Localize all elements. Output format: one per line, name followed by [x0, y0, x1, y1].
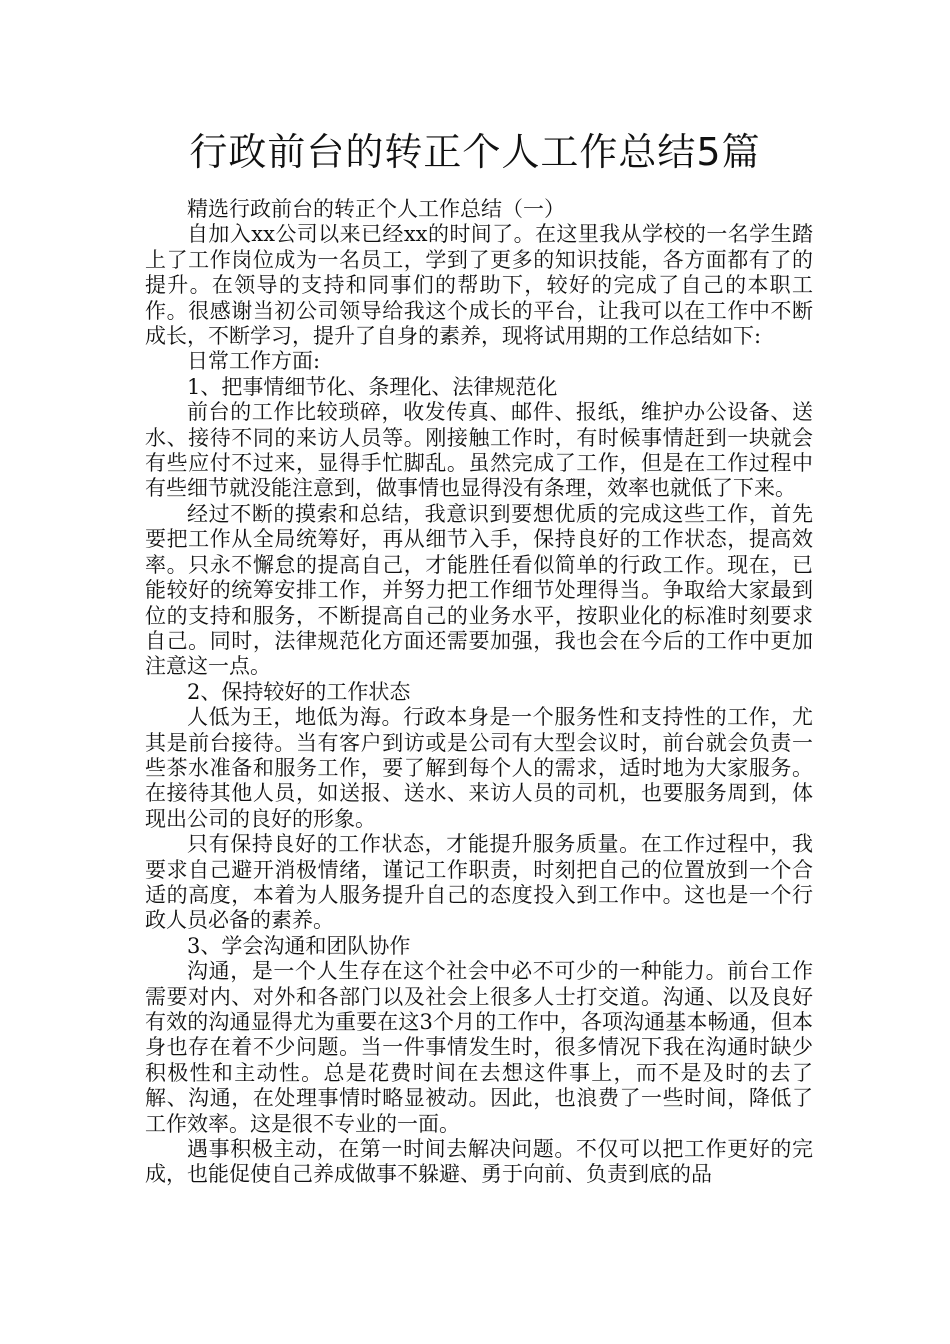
item-heading-2: 2、保持较好的工作状态	[187, 679, 411, 704]
item-heading-1: 1、把事情细节化、条理化、法律规范化	[187, 374, 558, 399]
paragraph: 前台的工作比较琐碎，收发传真、邮件、报纸，维护办公设备、送水、接待不同的来访人员等。刚接触工作时，有时候事情赶到一块就会有些应付不过来，显得手忙脚乱。虽然完成了工作，但是在工作过程中有些细节就没能注意到，做事情也显得没有条理，效率也就低了下来。	[145, 400, 813, 501]
subheading-daily-work: 日常工作方面:	[187, 349, 321, 374]
item-heading-3: 3、学会沟通和团队协作	[187, 933, 411, 958]
paragraph: 经过不断的摸索和总结，我意识到要想优质的完成这些工作，首先要把工作从全局统筹好，再从细节入手，保持良好的工作状态，提高效率。只永不懈怠的提高自己，才能胜任看似简单的行政工作。现在，已能较好的统筹安排工作，并努力把工作细节处理得当。争取给大家最到位的支持和服务，不断提高自己的业务水平，按职业化的标准时刻要求自己。同时，法律规范化方面还需要加强，我也会在今后的工作中更加注意这一点。	[145, 501, 813, 679]
section-heading-1: 精选行政前台的转正个人工作总结（一）	[187, 197, 565, 221]
paragraph: 沟通，是一个人生存在这个社会中必不可少的一种能力。前台工作需要对内、对外和各部门以及社会上很多人士打交道。沟通、以及良好有效的沟通显得尤为重要在这3个月的工作中，各项沟通基本畅通，但本身也存在着不少问题。当一件事情发生时，很多情况下我在沟通时缺少积极性和主动性。总是花费时间在去想这件事上，而不是及时的去了解、沟通，在处理事情时略显被动。因此，也浪费了一些时间，降低了工作效率。这是很不专业的一面。	[145, 959, 813, 1136]
paragraph: 只有保持良好的工作状态，才能提升服务质量。在工作过程中，我要求自己避开消极情绪，谨记工作职责，时刻把自己的位置放到一个合适的高度，本着为人服务提升自己的态度投入到工作中。这也是一个行政人员必备的素养。	[145, 832, 813, 933]
paragraph: 遇事积极主动，在第一时间去解决问题。不仅可以把工作更好的完成，也能促使自己养成做事不躲避、勇于向前、负责到底的品	[145, 1137, 813, 1187]
document-title: 行政前台的转正个人工作总结5篇	[189, 130, 761, 174]
document-body	[145, 197, 813, 1188]
paragraph-intro: 自加入xx公司以来已经xx的时间了。在这里我从学校的一名学生踏上了工作岗位成为一名员工，学到了更多的知识技能，各方面都有了的提升。在领导的支持和同事们的帮助下，较好的完成了自己的本职工作。很感谢当初公司领导给我这个成长的平台，让我可以在工作中不断成长，不断学习，提升了自身的素养，现将试用期的工作总结如下:	[145, 222, 813, 349]
paragraph: 人低为王，地低为海。行政本身是一个服务性和支持性的工作，尤其是前台接待。当有客户到访或是公司有大型会议时，前台就会负责一些茶水准备和服务工作，要了解到每个人的需求，适时地为大家服务。在接待其他人员，如送报、送水、来访人员的司机，也要服务周到，体现出公司的良好的形象。	[145, 705, 813, 831]
